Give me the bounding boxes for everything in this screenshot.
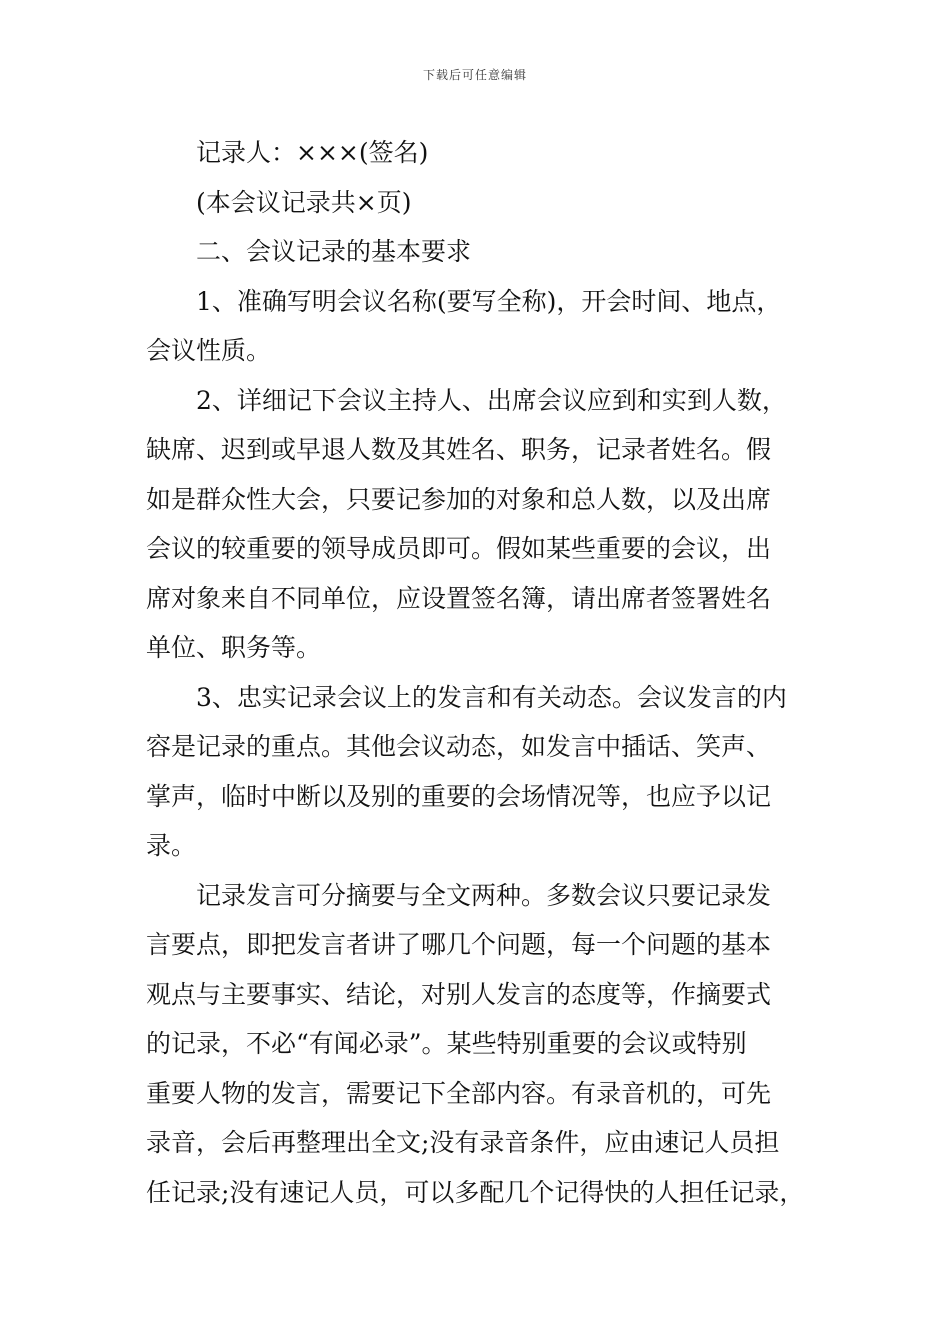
text-line: 记录人：×××(签名) <box>196 138 429 167</box>
document-body <box>146 128 810 1217</box>
text-line: 录。 <box>146 831 197 860</box>
text-line: 单位、职务等。 <box>146 633 322 662</box>
text-line: 言要点，即把发言者讲了哪几个问题，每一个问题的基本 <box>146 930 772 959</box>
text-line: 录音，会后再整理出全文;没有录音条件，应由速记人员担 <box>146 1128 780 1157</box>
text-line: 1、准确写明会议名称(要写全称)，开会时间、地点， <box>196 286 782 316</box>
text-line: 记录发言可分摘要与全文两种。多数会议只要记录发 <box>196 880 772 910</box>
text-line: 任记录;没有速记人员，可以多配几个记得快的人担任记录， <box>146 1177 805 1207</box>
text-line: 掌声，临时中断以及别的重要的会场情况等，也应予以记 <box>146 781 772 811</box>
text-line: 如是群众性大会，只要记参加的对象和总人数，以及出席 <box>146 484 772 514</box>
text-line: 重要人物的发言，需要记下全部内容。有录音机的，可先 <box>146 1078 772 1108</box>
text-line: 缺席、迟到或早退人数及其姓名、职务，记录者姓名。假 <box>146 435 772 464</box>
text-line: 3、忠实记录会议上的发言和有关动态。会议发言的内 <box>196 682 787 712</box>
text-line: 容是记录的重点。其他会议动态，如发言中插话、笑声、 <box>146 732 772 761</box>
page-header: 下载后可任意编辑 <box>422 68 527 82</box>
text-line: 会议的较重要的领导成员即可。假如某些重要的会议，出 <box>146 534 772 563</box>
text-line: 席对象来自不同单位，应设置签名簿，请出席者签署姓名 <box>146 583 772 613</box>
text-line: (本会议记录共×页) <box>196 187 412 217</box>
text-line: 的记录，不必“有闻必录”。某些特别重要的会议或特别 <box>146 1029 747 1058</box>
text-line: 2、详细记下会议主持人、出席会议应到和实到人数， <box>196 385 787 415</box>
text-line: 二、会议记录的基本要求 <box>196 237 472 266</box>
text-line: 观点与主要事实、结论，对别人发言的态度等，作摘要式 <box>146 979 772 1009</box>
text-line: 会议性质。 <box>146 336 272 365</box>
